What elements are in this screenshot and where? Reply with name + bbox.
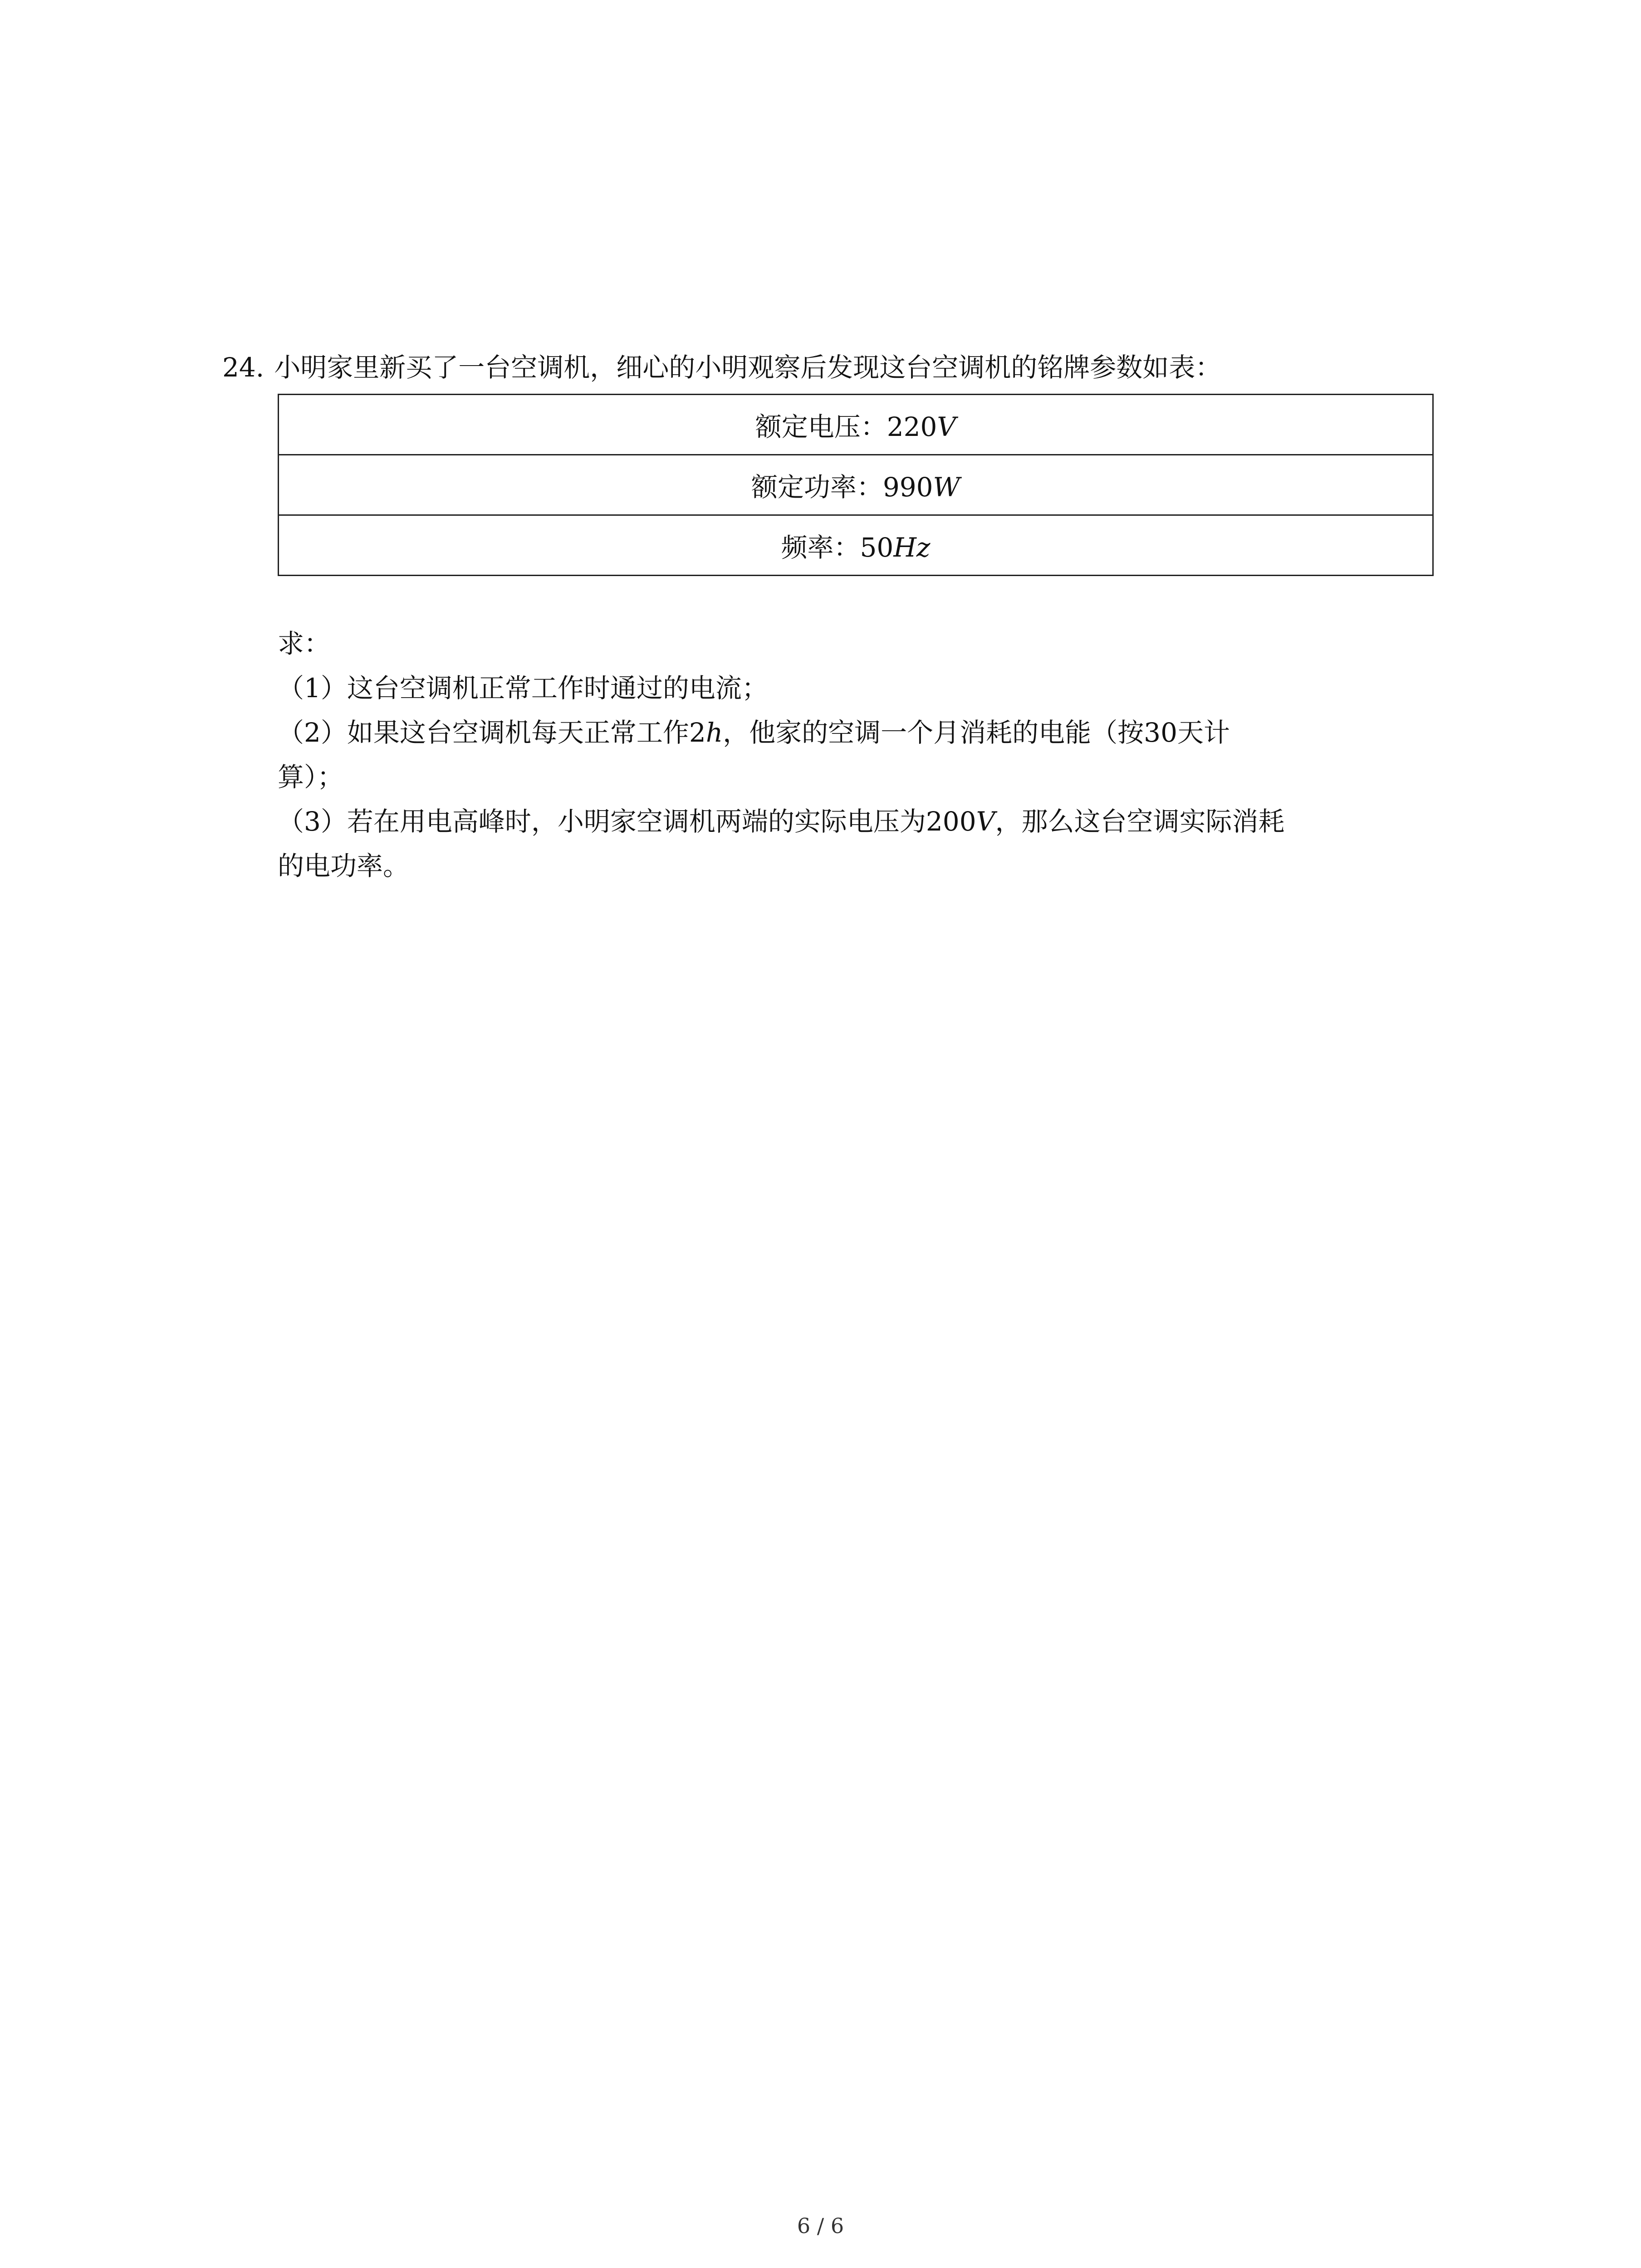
part-3-unit: V — [976, 806, 995, 837]
page-indicator: 6 / 6 — [797, 2214, 844, 2238]
question-number: 24. — [222, 352, 265, 383]
part-2-line-1 — [278, 710, 1448, 755]
part-2-text-a: （2）如果这台空调机每天正常工作2 — [278, 717, 706, 748]
rated-power-cell — [279, 455, 1433, 515]
question-stem-text: 小明家里新买了一台空调机，细心的小明观察后发现这台空调机的铭牌参数如表： — [274, 352, 1222, 383]
part-2-text-b: ，他家的空调一个月消耗的电能（按30天计 — [723, 717, 1230, 748]
part-1: （1）这台空调机正常工作时通过的电流； — [278, 673, 768, 704]
rated-power-unit: W — [933, 472, 960, 503]
rated-voltage-cell — [279, 395, 1433, 455]
question-stem — [222, 345, 1447, 390]
question-body — [278, 621, 1448, 888]
rated-voltage-label: 额定电压： — [755, 411, 887, 442]
part-3-line-2: 的电功率。 — [278, 850, 410, 881]
ask-label: 求： — [278, 628, 331, 659]
nameplate-table — [278, 394, 1434, 576]
rated-power-value: 990 — [882, 472, 933, 503]
rated-power-label: 额定功率： — [751, 472, 883, 503]
table-row — [279, 395, 1433, 455]
part-3-line-1 — [278, 799, 1448, 844]
rated-voltage-value: 220 — [887, 411, 937, 442]
question-24 — [222, 345, 1447, 881]
frequency-cell — [279, 515, 1433, 576]
part-2-unit: h — [705, 717, 723, 748]
part-3-text-b: ，那么这台空调实际消耗 — [995, 806, 1285, 837]
rated-voltage-unit: V — [937, 411, 956, 442]
frequency-value: 50 — [860, 532, 894, 563]
frequency-label: 频率： — [781, 532, 860, 563]
part-2-line-2: 算）； — [278, 762, 344, 792]
frequency-unit: Hz — [893, 532, 931, 563]
table-row — [279, 515, 1433, 576]
table-row — [279, 455, 1433, 515]
part-3-text-a: （3）若在用电高峰时，小明家空调机两端的实际电压为200 — [278, 806, 976, 837]
